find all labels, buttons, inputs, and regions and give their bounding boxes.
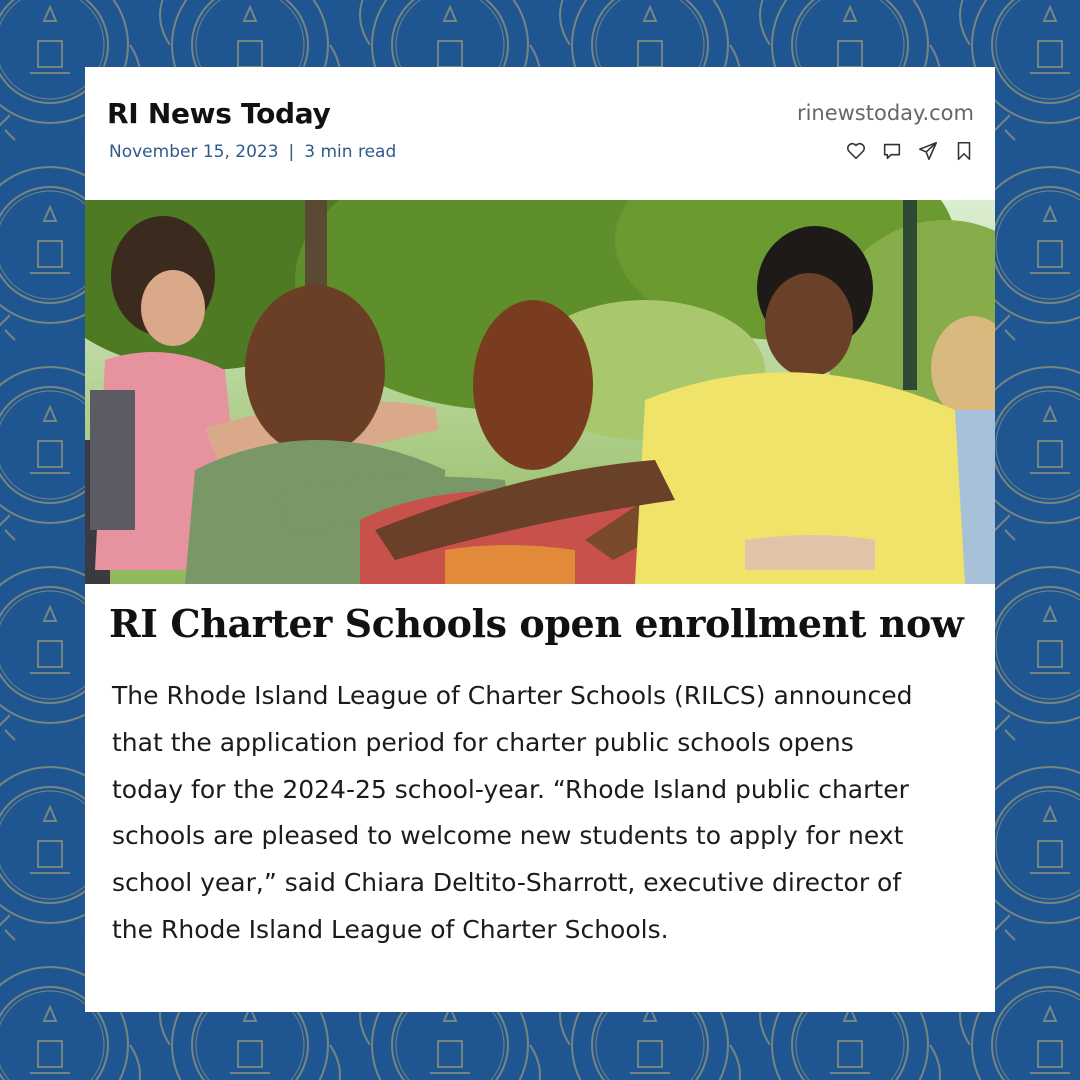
site-url[interactable]: rinewstoday.com (796, 101, 974, 125)
meta-separator: | (288, 142, 295, 162)
bookmark-icon[interactable] (953, 140, 975, 162)
comment-icon[interactable] (881, 140, 903, 162)
source-title: RI News Today (107, 97, 331, 130)
hero-photo-students (85, 200, 995, 584)
post-headline: RI Charter Schools open enrollment now (109, 601, 964, 646)
read-time: 3 min read (304, 142, 397, 162)
post-card (85, 67, 995, 1012)
post-meta (109, 142, 396, 162)
share-icon[interactable] (917, 140, 939, 162)
heart-icon[interactable] (845, 140, 867, 162)
post-date: November 15, 2023 (109, 142, 279, 162)
post-body: The Rhode Island League of Charter Schools (RILCS) announced that the application period for charter public schools opens today for the 2024-25 school-year. “Rhode Island public charter schools are pleased to welcome new students to apply for next school year,” said Chiara Deltito-Sharrott, executive director of the Rhode Island League of Charter Schools. (112, 681, 913, 944)
post-actions (845, 140, 975, 162)
